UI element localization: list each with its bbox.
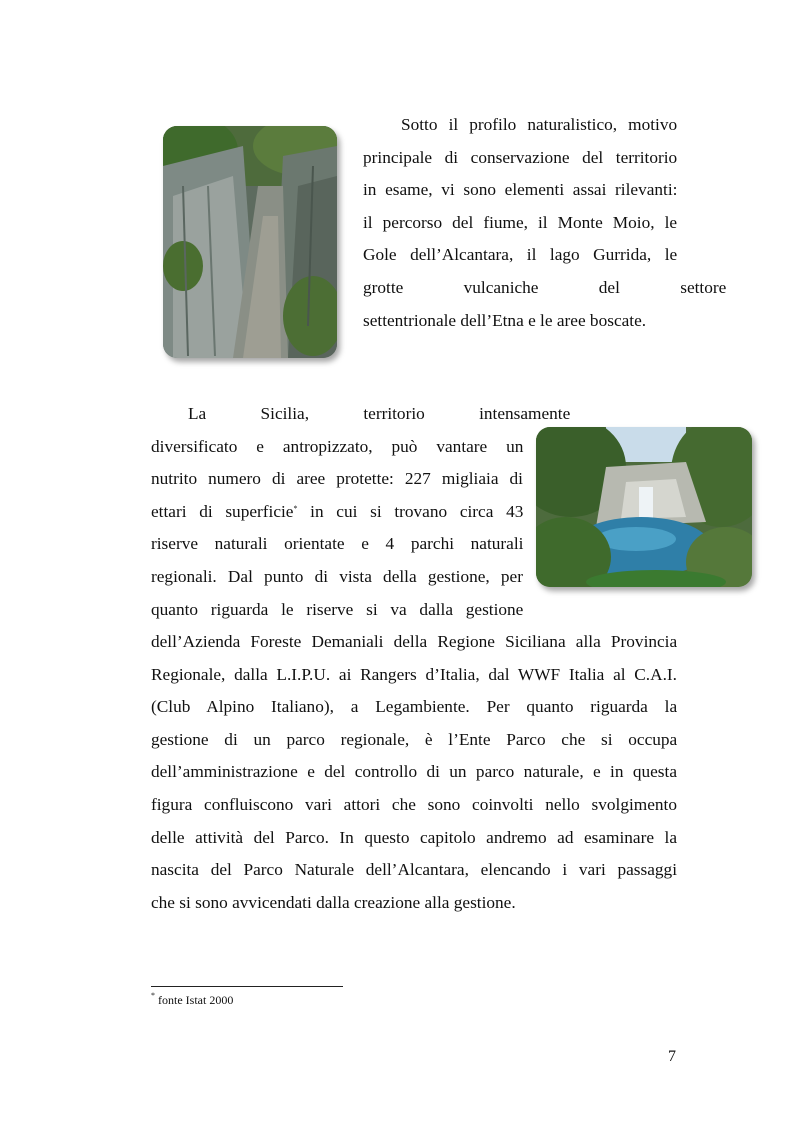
waterfall-photo [536,427,752,587]
text-line: principale di conservazione del territorio [363,147,678,167]
text-line: che si sono avvicendati dalla creazione alla gestione. [151,892,516,912]
text-line: nutrito numero di aree protette: 227 migliaia di [151,469,523,489]
footnote [151,993,233,1008]
text-line: figura confluiscono vari attori che sono coinvolti nello svolgimento [151,794,677,814]
text-line: riserve naturali orientate e 4 parchi naturali [151,534,524,554]
text-line: diversificato e antropizzato, può vantare un [151,436,524,456]
paragraph-2-narrow [151,398,571,626]
text-line: grotte vulcaniche del settore [363,277,727,297]
text-fragment: in cui si trovano circa 43 [297,501,524,521]
footnote-text: fonte Istat 2000 [155,993,234,1007]
gorge-photo [163,126,337,358]
text-line: La Sicilia, territorio intensamente [188,404,571,423]
page-number: 7 [668,1048,676,1065]
text-fragment: ettari di superficie [151,501,294,521]
text-line: gestione di un parco regionale, è l’Ente Parco che si occupa [151,729,678,749]
paragraph-2-wide [151,626,677,919]
footnote-separator [151,986,343,987]
text-line: delle attività del Parco. In questo capitolo andremo ad esaminare la [151,827,678,847]
text-line: dell’Azienda Foreste Demaniali della Regione Siciliana alla Provincia [151,632,678,651]
text-line: dell’amministrazione e del controllo di un parco naturale, e in questa [151,762,677,782]
text-line: regionali. Dal punto di vista della gestione, per [151,566,523,586]
footnote-marker: * [293,503,298,513]
footnote-marker: * [151,991,155,1000]
text-line: Regionale, dalla L.I.P.U. ai Rangers d’Italia, dal WWF Italia al C.A.I. [151,664,677,684]
text-line: Gole dell’Alcantara, il lago Gurrida, le [363,245,678,265]
text-line [151,496,523,529]
paragraph-1 [363,109,727,337]
text-line: Sotto il profilo naturalistico, motivo [401,115,678,134]
text-line: quanto riguarda le riserve si va dalla gestione [151,599,524,619]
text-line: (Club Alpino Italiano), a Legambiente. Per quanto riguarda la [151,697,678,717]
text-line: in esame, vi sono elementi assai rilevanti: [363,180,678,200]
text-line: il percorso del fiume, il Monte Moio, le [363,212,678,232]
text-line: nascita del Parco Naturale dell’Alcantara, elencando i vari passaggi [151,860,677,880]
text-line: settentrionale dell’Etna e le aree boscate. [363,310,647,330]
